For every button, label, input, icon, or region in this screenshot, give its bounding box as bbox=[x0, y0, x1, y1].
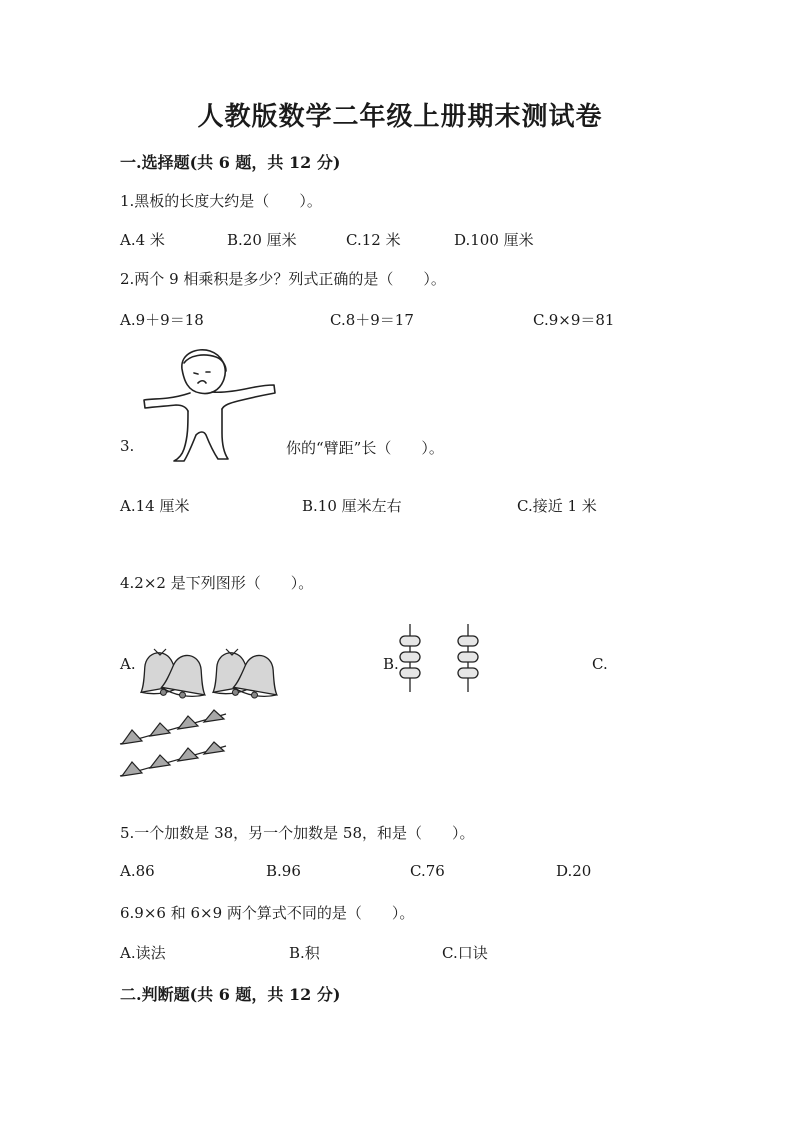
section-heading-judgment: 二.判断题(共 6 题，共 12 分) bbox=[120, 985, 341, 1004]
question-4-stem: 4.2×2 是下列图形（ ）。 bbox=[120, 574, 314, 592]
question-3-stem: 你的“臂距”长（ ）。 bbox=[286, 439, 444, 457]
question-2-option-a[interactable]: A.9＋9＝18 bbox=[120, 311, 204, 329]
question-3-option-a[interactable]: A.14 厘米 bbox=[120, 497, 190, 515]
question-5-option-c[interactable]: C.76 bbox=[410, 862, 445, 880]
question-5-option-b[interactable]: B.96 bbox=[266, 862, 301, 880]
question-1-option-a[interactable]: A.4 米 bbox=[120, 231, 165, 249]
question-4-option-a-label[interactable]: A. bbox=[120, 655, 136, 673]
question-6-option-a[interactable]: A.读法 bbox=[120, 944, 166, 962]
question-5-option-a[interactable]: A.86 bbox=[120, 862, 155, 880]
question-1-stem: 1.黑板的长度大约是（ ）。 bbox=[120, 192, 322, 210]
arm-span-figure-icon bbox=[140, 345, 290, 465]
question-2-stem: 2.两个 9 相乘积是多少？列式正确的是（ ）。 bbox=[120, 270, 446, 288]
question-5-stem: 5.一个加数是 38，另一个加数是 58，和是（ ）。 bbox=[120, 824, 475, 842]
question-6-option-b[interactable]: B.积 bbox=[289, 944, 320, 962]
question-3-number: 3. bbox=[120, 437, 135, 455]
section-heading-choice: 一.选择题(共 6 题，共 12 分) bbox=[120, 153, 341, 172]
question-4-option-c-label[interactable]: C. bbox=[592, 655, 608, 673]
question-1-option-b[interactable]: B.20 厘米 bbox=[227, 231, 297, 249]
question-3-option-c[interactable]: C.接近 1 米 bbox=[517, 497, 597, 515]
question-3-option-b[interactable]: B.10 厘米左右 bbox=[302, 497, 402, 515]
question-6-option-c[interactable]: C.口诀 bbox=[442, 944, 488, 962]
bead-skewers-icon bbox=[398, 624, 488, 694]
question-4-option-b-label[interactable]: B. bbox=[383, 655, 399, 673]
question-1-option-c[interactable]: C.12 米 bbox=[346, 231, 401, 249]
page-title: 人教版数学二年级上册期末测试卷 bbox=[197, 102, 603, 132]
question-2-option-b[interactable]: C.8＋9＝17 bbox=[330, 311, 414, 329]
question-5-option-d[interactable]: D.20 bbox=[556, 862, 592, 880]
question-2-option-c[interactable]: C.9×9＝81 bbox=[533, 311, 615, 329]
triangle-strings-icon bbox=[118, 710, 230, 782]
question-1-option-d[interactable]: D.100 厘米 bbox=[454, 231, 534, 249]
bells-icon bbox=[134, 645, 274, 695]
question-6-stem: 6.9×6 和 6×9 两个算式不同的是（ ）。 bbox=[120, 904, 415, 922]
